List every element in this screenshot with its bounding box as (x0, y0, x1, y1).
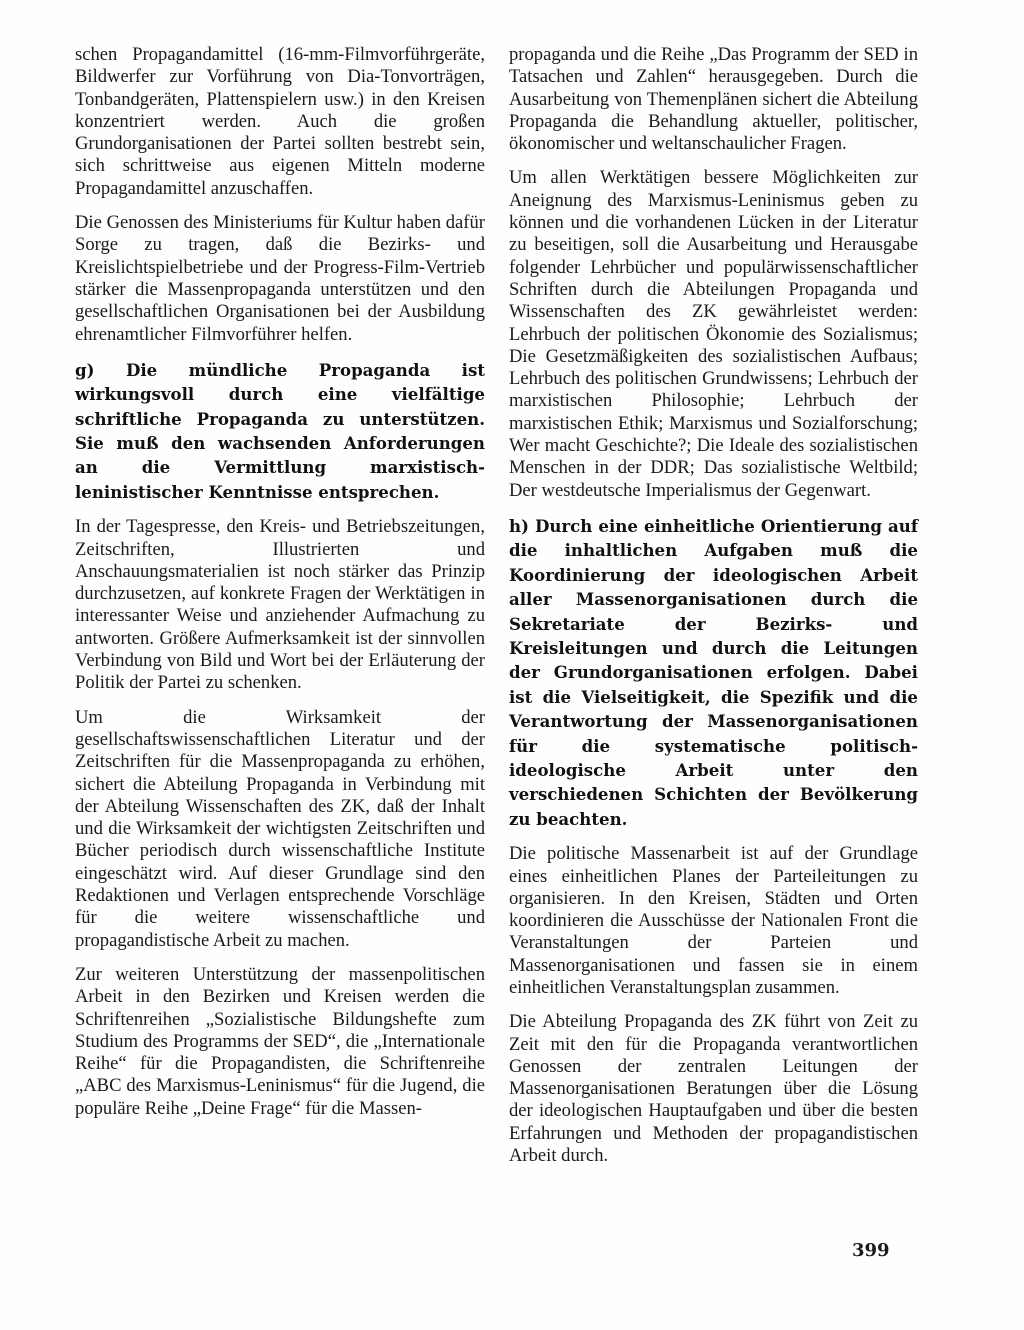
bold-section-heading-h: h) Durch eine einheitliche Orientierung auf die inhaltlichen Aufgaben muß die Koordinierung der ideologischen Arbeit aller Massenorganisationen durch die Sekretariate der Bezirks- und Kreisleitungen und durch die Leitungen der Grundorganisationen erfolgen. Dabei ist die Vielseitigkeit, die Spezifik und die Verantwortung der Massenorganisationen für die systematische politisch-ideologische Arbeit unter den verschiedenen Schichten der Bevölkerung zu beachten. (509, 515, 918, 829)
paragraph: Die Genossen des Ministeriums für Kultur haben dafür Sorge zu tragen, daß die Bezirks- und Kreislichtspielbetriebe und der Progress-Film-Vertrieb stärker die Massenpropaganda unterstützen und den gesellschaftlichen Organisationen bei der Ausbildung ehrenamtlicher Filmvorführer helfen. (75, 212, 485, 345)
paragraph: Um allen Werktätigen bessere Möglichkeiten zur Aneignung des Marxismus-Leninismus geben zu können und die vorhandenen Lücken in der Literatur zu beseitigen, soll die Ausarbeitung und Herausgabe folgender Lehrbücher und populärwissenschaftlicher Schriften durch die Abteilungen Propaganda und Wissenschaften des ZK gewährleistet werden: Lehrbuch der politischen Ökonomie des Sozialismus; Die Gesetzmäßigkeiten des sozialistischen Aufbaus; Lehrbuch des politischen Grundwissens; Lehrbuch der marxistischen Philosophie; Lehrbuch der marxistischen Ethik; Marxismus und Sozialforschung; Wer macht Geschichte?; Die Ideale des sozialistischen Menschen in der DDR; Das sozialistische Weltbild; Der westdeutsche Imperialismus der Gegenwart. (509, 167, 918, 501)
paragraph: propaganda und die Reihe „Das Programm der SED in Tatsachen und Zahlen“ herausgegeben. Durch die Ausarbeitung von Themenplänen sichert die Abteilung Propaganda die Behandlung aktueller, politischer, ökonomischer und weltanschaulicher Fragen. (509, 44, 918, 155)
paragraph: Die politische Massenarbeit ist auf der Grundlage eines einheitlichen Planes der Parteileitungen zu organisieren. In den Kreisen, Städten und Orten koordinieren die Ausschüsse der Nationalen Front die Veranstaltungen der Parteien und Massenorganisationen und fassen sie in einem einheitlichen Veranstaltungsplan zusammen. (509, 843, 918, 998)
paragraph: Um die Wirksamkeit der gesellschaftswissenschaftlichen Literatur und der Zeitschriften für die Massenpropaganda zu erhöhen, sichert die Abteilung Propaganda in Verbindung mit der Abteilung Wissenschaften des ZK, daß der Inhalt und die Wirksamkeit der wichtigsten Zeitschriften und Bücher periodisch durch wissenschaftliche Institute eingeschätzt wird. Auf dieser Grundlage sind den Redaktionen und Verlagen entsprechende Vorschläge für die weitere wissenschaftliche und propagandistische Arbeit zu machen. (75, 706, 485, 951)
right-column (509, 44, 918, 1179)
paragraph: Die Abteilung Propaganda des ZK führt von Zeit zu Zeit mit den für die Propaganda verantwortlichen Genossen der zentralen Leitungen der Massenorganisationen Beratungen über die Lösung der ideologischen Hauptaufgaben und über die besten Erfahrungen und Methoden der propagandistischen Arbeit durch. (509, 1011, 918, 1167)
paragraph: In der Tagespresse, den Kreis- und Betriebszeitungen, Zeitschriften, Illustrierten und Anschauungsmaterialien ist noch stärker das Prinzip durchzusetzen, auf konkrete Fragen der Werktätigen in interessanter Weise und anziehender Aufmachung zu antworten. Größere Aufmerksamkeit ist der sinnvollen Verbindung von Bild und Wort bei der Erläuterung der Politik der Partei zu schenken. (75, 516, 485, 694)
paragraph: schen Propagandamittel (16-mm-Filmvorführgeräte, Bildwerfer zur Vorführung von Dia-Tonvorträgen, Tonbandgeräten, Plattenspielern usw.) in den Kreisen konzentriert werden. Auch die großen Grundorganisationen der Partei sollten bestrebt sein, sich schrittweise aus eigenen Mitteln moderne Propagandamittel anzuschaffen. (75, 44, 485, 199)
left-column (75, 44, 485, 1131)
bold-section-heading-g: g) Die mündliche Propaganda ist wirkungsvoll durch eine vielfältige schriftliche Propaganda zu unterstützen. Sie muß den wachsenden Anforderungen an die Vermittlung marxistisch-leninistischer Kenntnisse entsprechen. (75, 359, 485, 502)
page-number: 399 (852, 1240, 890, 1261)
paragraph: Zur weiteren Unterstützung der massenpolitischen Arbeit in den Bezirken und Kreisen werden die Schriftenreihen „Sozialistische Bildungshefte zum Studium des Programms der SED“, die „Internationale Reihe“ für die Propagandisten, die Schriftenreihe „ABC des Marxismus-Leninismus“ für die Jugend, die populäre Reihe „Deine Frage“ für die Massen- (75, 963, 485, 1119)
